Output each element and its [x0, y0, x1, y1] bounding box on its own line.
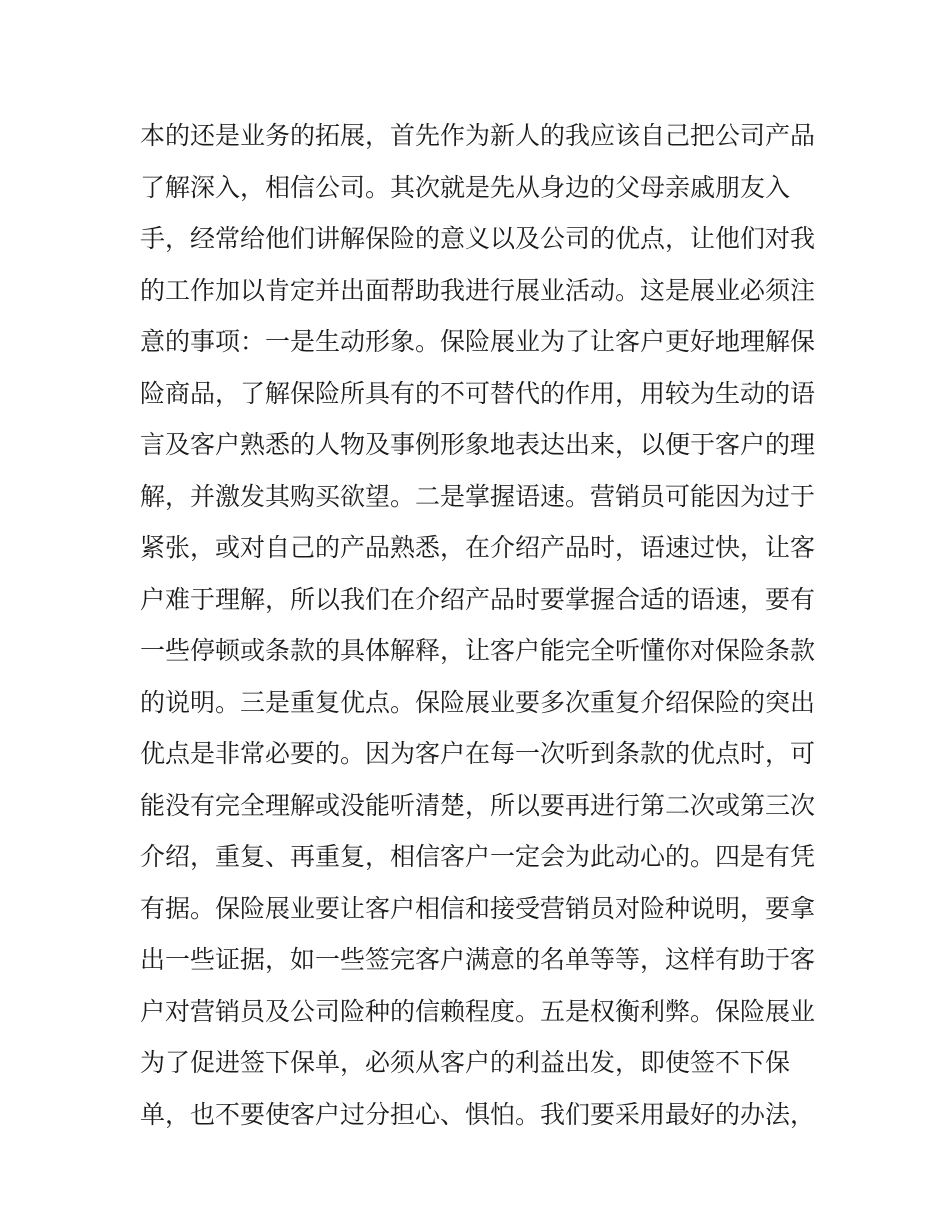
text-line: 的工作加以肯定并出面帮助我进行展业活动。这是展业必须注	[140, 275, 816, 305]
text-line: 的说明。三是重复优点。保险展业要多次重复介绍保险的突出	[140, 687, 816, 717]
text-line: 出一些证据，如一些签完客户满意的名单等等，这样有助于客	[140, 945, 816, 974]
text-line: 了解深入，相信公司。其次就是先从身边的父母亲戚朋友入	[140, 172, 791, 202]
text-line: 紧张，或对自己的产品熟悉，在介绍产品时，语速过快，让客	[140, 533, 816, 562]
text-line: 解，并激发其购买欲望。二是掌握语速。营销员可能因为过于	[140, 481, 816, 511]
text-line: 手，经常给他们讲解保险的意义以及公司的优点，让他们对我	[140, 224, 816, 253]
text-line: 意的事项：一是生动形象。保险展业为了让客户更好地理解保	[140, 327, 816, 356]
text-line: 本的还是业务的拓展，首先作为新人的我应该自己把公司产品	[140, 121, 816, 150]
text-line: 户难于理解，所以我们在介绍产品时要掌握合适的语速，要有	[140, 584, 816, 614]
text-line: 有据。保险展业要让客户相信和接受营销员对险种说明，要拿	[140, 893, 816, 923]
text-line: 言及客户熟悉的人物及事例形象地表达出来，以便于客户的理	[140, 430, 816, 459]
text-line: 险商品，了解保险所具有的不可替代的作用，用较为生动的语	[140, 378, 816, 408]
text-line: 介绍，重复、再重复，相信客户一定会为此动心的。四是有凭	[140, 842, 816, 871]
text-line: 能没有完全理解或没能听清楚，所以要再进行第二次或第三次	[140, 790, 816, 820]
text-line: 为了促进签下保单，必须从客户的利益出发，即使签不下保	[140, 1048, 791, 1077]
text-line: 单，也不要使客户过分担心、惧怕。我们要采用最好的办法，	[140, 1099, 816, 1129]
text-line: 优点是非常必要的。因为客户在每一次听到条款的优点时，可	[140, 739, 816, 768]
body-text	[140, 110, 840, 1140]
text-line: 一些停顿或条款的具体解释，让客户能完全听懂你对保险条款	[140, 636, 816, 665]
text-line: 户对营销员及公司险种的信赖程度。五是权衡利弊。保险展业	[140, 996, 816, 1026]
